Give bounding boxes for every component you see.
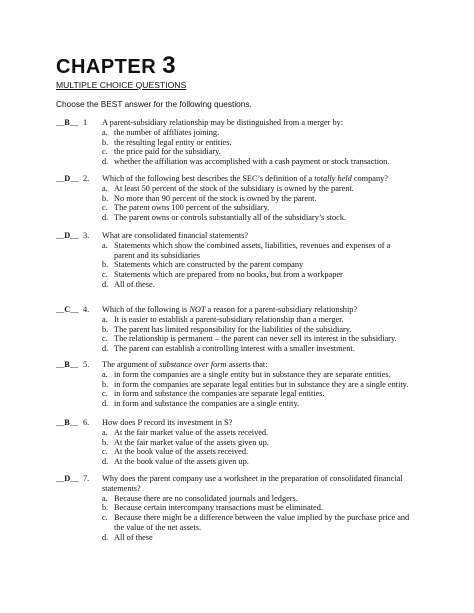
option-text: At the book value of the assets received. [114, 447, 249, 457]
option-letter: b. [102, 379, 109, 389]
question-text-emphasis: substance over form [159, 360, 227, 369]
option-letter: c. [102, 389, 108, 399]
question-number: 5. [83, 360, 90, 369]
answer-option [56, 194, 436, 204]
answer-option [56, 260, 436, 270]
answer-key: __D__ [56, 474, 79, 483]
question-text-part: a reason for a parent-subsidiary relationship? [205, 305, 358, 314]
option-text: All of these [114, 532, 153, 542]
option-letter: a. [102, 369, 108, 379]
option-text: the price paid for the subsidiary. [114, 147, 221, 157]
option-text: in form the companies are a single entity but in substance they are separate entities. [114, 369, 391, 379]
question-text-part: asserts that: [226, 360, 268, 369]
answer-option [56, 447, 436, 457]
answer-option [56, 399, 436, 409]
question-line [56, 305, 436, 315]
option-text: All of these. [114, 279, 155, 289]
option-text: Statements which show the combined assets, liabilities, revenues and expenses of a [114, 240, 391, 250]
chapter-word: CHAPTER [56, 56, 157, 78]
answer-option [56, 344, 436, 354]
option-letter: a. [102, 427, 108, 437]
option-text: The parent owns or controls substantially all of the subsidiary’s stock. [114, 213, 347, 223]
option-text: in form and substance the companies are a single entity. [114, 399, 300, 409]
question-line [56, 474, 436, 484]
option-text: At the fair market value of the assets given up. [114, 437, 269, 447]
option-text: At least 50 percent of the stock of the subsidiary is owned by the parent. [114, 183, 354, 193]
option-text: Statements which are constructed by the parent company [114, 260, 304, 270]
answer-option [56, 280, 436, 290]
answer-option [56, 503, 436, 513]
answer-key: __B__ [56, 360, 79, 369]
option-text: whether the affiliation was accomplished with a cash payment or stock transaction. [114, 157, 390, 167]
question-line [56, 360, 436, 370]
question-number: 6. [83, 418, 90, 427]
option-text: At the fair market value of the assets received. [114, 427, 269, 437]
question-text-part: The argument of [102, 360, 160, 369]
answer-option [56, 157, 436, 167]
question-line [56, 231, 436, 241]
answer-option [56, 147, 436, 157]
section-subtitle: MULTIPLE CHOICE QUESTIONS [56, 80, 187, 90]
option-text: Because there are no consolidated journals and ledgers. [114, 493, 298, 503]
answer-key: __C__ [56, 305, 79, 314]
question-text: How does P record its investment in S? [102, 418, 233, 427]
option-text: The parent owns 100 percent of the subsidiary. [114, 203, 270, 213]
option-letter: b. [102, 324, 109, 334]
question-text-emphasis: totally held [314, 174, 352, 183]
answer-key: __D__ [56, 174, 79, 183]
answer-option [56, 438, 436, 448]
option-text: At the book value of the assets given up. [114, 457, 249, 467]
answer-option [56, 457, 436, 467]
instructions: Choose the BEST answer for the following questions. [56, 99, 252, 109]
question-text [102, 305, 357, 315]
option-text: Because certain intercompany transactions must be eliminated. [114, 503, 323, 513]
option-letter: d. [102, 213, 109, 223]
question-text-part: Which of the following is [102, 305, 190, 314]
question-text-part: company? [351, 174, 388, 183]
answer-option [56, 494, 436, 504]
answer-option [56, 213, 436, 223]
question-text-continuation: statements? [102, 483, 141, 493]
answer-key: __B__ [56, 418, 79, 427]
answer-option [56, 315, 436, 325]
option-letter: d. [102, 457, 109, 467]
option-text: No more than 90 percent of the stock is owned by the parent. [114, 193, 317, 203]
option-letter: a. [102, 314, 108, 324]
question-text [102, 174, 388, 184]
option-letter: b. [102, 260, 109, 270]
option-text-continuation: the value of the net assets. [114, 522, 202, 532]
option-letter: d. [102, 399, 109, 409]
answer-option [56, 203, 436, 213]
option-text-continuation: parent and its subsidiaries [114, 250, 200, 260]
option-letter: c. [102, 270, 108, 280]
answer-letter: C [64, 305, 71, 314]
option-text: It is easier to establish a parent-subsidiary relationship than a merger. [114, 314, 344, 324]
question-text-emphasis: NOT [189, 305, 206, 314]
option-text: the resulting legal entity or entities. [114, 137, 232, 147]
answer-option [56, 325, 436, 335]
answer-letter: D [64, 474, 71, 483]
answer-letter: B [64, 118, 70, 127]
option-letter: b. [102, 193, 109, 203]
question-text: A parent-subsidiary relationship may be distinguished from a merger by: [102, 118, 344, 127]
question-number: 3. [83, 231, 90, 240]
answer-option [56, 334, 436, 344]
answer-option [56, 128, 436, 138]
answer-option [56, 380, 436, 390]
question-line [56, 174, 436, 184]
option-text: Statements which are prepared from no books, but from a workpaper [114, 270, 343, 280]
question-text: Why does the parent company use a worksheet in the preparation of consolidated financial [102, 474, 403, 483]
question-text: What are consolidated financial statements? [102, 231, 249, 240]
answer-option [56, 270, 436, 280]
option-text: The parent has limited responsibility for the liabilities of the subsidiary. [114, 324, 352, 334]
question-number: 2. [83, 174, 90, 183]
option-letter: a. [102, 493, 108, 503]
answer-option [56, 389, 436, 399]
option-letter: d. [102, 157, 109, 167]
option-letter: a. [102, 127, 108, 137]
question-block [56, 418, 436, 467]
answer-option [56, 513, 436, 523]
option-letter: a. [102, 240, 108, 250]
answer-key: __B__ [56, 118, 79, 127]
question-number: 7. [83, 474, 90, 483]
answer-key: __D__ [56, 231, 79, 240]
question-block [56, 118, 436, 167]
option-text: The relationship is permanent – the parent can never sell its interest in the subsidiary. [114, 334, 397, 344]
question-number: 1 [83, 118, 88, 127]
option-letter: c. [102, 447, 108, 457]
option-text: in form the companies are separate legal entities but in substance they are a single entity. [114, 379, 409, 389]
option-text: in form and substance the companies are separate legal entities. [114, 389, 325, 399]
option-letter: d. [102, 344, 109, 354]
option-text: Because there might be a difference between the value implied by the purchase price and [114, 513, 410, 523]
answer-letter: D [64, 231, 71, 240]
option-text: the number of affiliates joining. [114, 127, 220, 137]
option-letter: c. [102, 147, 108, 157]
option-letter: c. [102, 203, 108, 213]
answer-letter: D [64, 174, 71, 183]
answer-option [56, 184, 436, 194]
question-number: 4. [83, 305, 90, 314]
option-letter: b. [102, 437, 109, 447]
question-line [56, 118, 436, 128]
question-block [56, 360, 436, 409]
answer-option [56, 138, 436, 148]
option-letter: d. [102, 532, 109, 542]
option-letter: b. [102, 137, 109, 147]
answer-option [56, 370, 436, 380]
answer-letter: B [64, 418, 70, 427]
option-letter: a. [102, 183, 108, 193]
option-letter: b. [102, 503, 109, 513]
chapter-title [56, 52, 176, 80]
question-block [56, 231, 436, 290]
chapter-number: 3 [162, 52, 177, 79]
question-block [56, 474, 436, 543]
question-text-part: Which of the following best describes the SEC’s definition of a [102, 174, 315, 183]
option-letter: c. [102, 334, 108, 344]
question-line [56, 418, 436, 428]
question-block [56, 174, 436, 223]
option-letter: c. [102, 513, 108, 523]
answer-option [56, 428, 436, 438]
answer-option [56, 241, 436, 251]
option-letter: d. [102, 279, 109, 289]
answer-option [56, 533, 436, 543]
question-text [102, 360, 268, 370]
option-text: The parent can establish a controlling interest with a smaller investment. [114, 344, 355, 354]
answer-letter: B [64, 360, 70, 369]
question-block [56, 305, 436, 354]
